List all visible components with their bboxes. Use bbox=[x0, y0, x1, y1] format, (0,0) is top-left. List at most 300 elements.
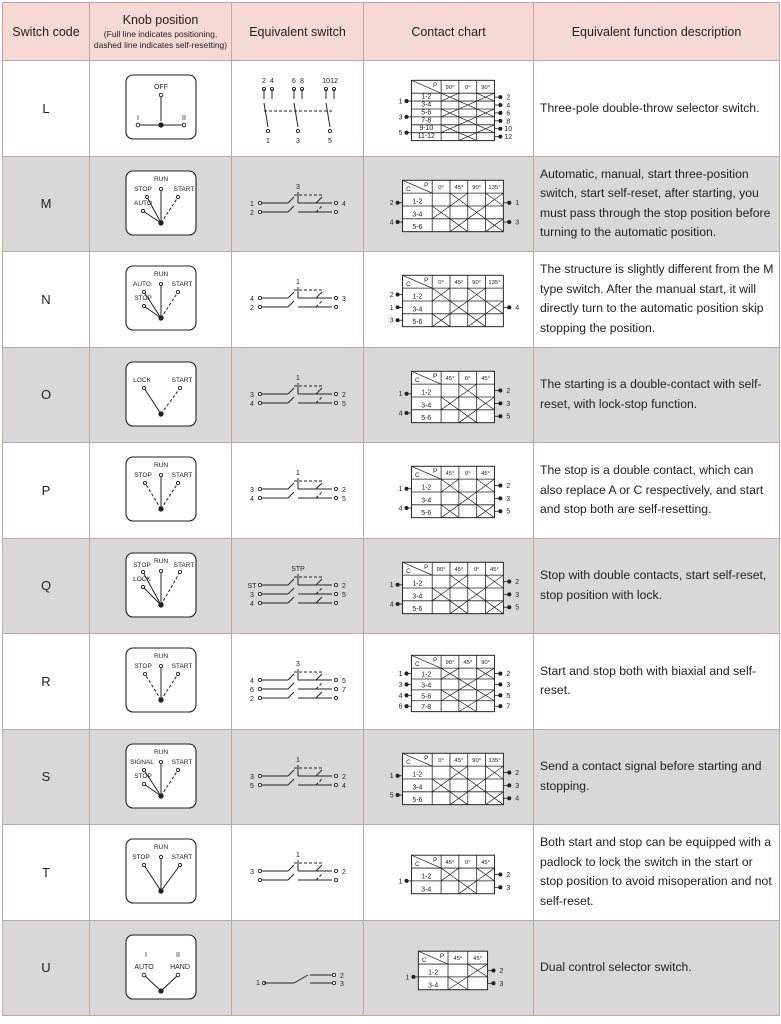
chart-terminal-right: 5 bbox=[505, 693, 510, 701]
chart-terminal-right: 2 bbox=[505, 387, 510, 395]
terminal-label: 1 bbox=[265, 138, 270, 146]
chart-position-label: 0° bbox=[437, 184, 444, 191]
chart-terminal-right: 3 bbox=[514, 219, 519, 227]
chart-terminal-right: 2 bbox=[514, 578, 519, 586]
chart-terminal-right: 5 bbox=[514, 604, 519, 612]
terminal-label: 4 bbox=[249, 296, 254, 304]
chart-contact-label: 3-4 bbox=[420, 497, 431, 505]
knob-label-start: START bbox=[171, 376, 192, 384]
contact-chart bbox=[398, 371, 510, 422]
equivalent-switch-diagram bbox=[250, 470, 346, 503]
function-description: Both start and stop can be equipped with a padlock to lock the switch in the start or stop position to avoid misoperation and not self-reset. bbox=[534, 825, 780, 921]
chart-contact-label: 11-12 bbox=[417, 133, 435, 141]
knob-label-stop: STOP bbox=[133, 772, 152, 780]
header-knob-position bbox=[90, 3, 232, 61]
knob-position-cell bbox=[90, 156, 232, 252]
chart-terminal-left: 1 bbox=[398, 878, 402, 886]
chart-terminal-right: 2 bbox=[505, 671, 510, 679]
chart-terminal-left: 4 bbox=[398, 410, 402, 418]
chart-terminal-right: 2 bbox=[505, 94, 510, 102]
switch-code: P bbox=[3, 443, 90, 539]
chart-terminal-right: 3 bbox=[505, 885, 510, 893]
header-knob-note-1: (Full line indicates positioning, bbox=[103, 28, 218, 39]
chart-terminal-left: 4 bbox=[398, 505, 402, 513]
knob-diagram bbox=[126, 266, 196, 330]
knob-label-lock: LOCK bbox=[132, 376, 151, 384]
chart-corner-label: C bbox=[405, 281, 411, 289]
terminal-label: 7 bbox=[341, 687, 346, 695]
terminal-label: 5 bbox=[341, 496, 346, 504]
chart-terminal-right: 7 bbox=[505, 703, 510, 711]
chart-position-label: 45° bbox=[472, 955, 482, 962]
chart-position-label: 0° bbox=[473, 566, 479, 573]
equivalent-switch-diagram bbox=[250, 279, 346, 312]
chart-corner-label: P bbox=[423, 563, 428, 571]
chart-terminal-right: 3 bbox=[514, 782, 519, 790]
chart-contact-label: 1-2 bbox=[411, 293, 422, 301]
switch-code: O bbox=[3, 347, 90, 443]
chart-position-label: 135° bbox=[487, 184, 501, 191]
chart-position-label: 45° bbox=[489, 566, 499, 573]
chart-terminal-right: 2 bbox=[505, 872, 510, 880]
equivalent-switch-cell bbox=[232, 252, 364, 348]
chart-position-label: 90° bbox=[471, 757, 481, 764]
terminal-label: 3 bbox=[295, 661, 300, 669]
function-description: The structure is slightly different from the M type switch. After the manual start, it will directly turn to the automatic position skip stopping the position. bbox=[534, 252, 780, 348]
table-row bbox=[3, 634, 780, 730]
function-description: The starting is a double-contact with self-reset, with lock-stop function. bbox=[534, 347, 780, 443]
knob-position-cell bbox=[90, 347, 232, 443]
knob-diagram bbox=[126, 75, 196, 139]
knob-label-run: RUN bbox=[153, 557, 168, 565]
knob-position-cell bbox=[90, 61, 232, 157]
contact-chart-cell bbox=[364, 825, 534, 921]
chart-contact-label: 1-2 bbox=[420, 671, 431, 679]
knob-label-auto: AUTO bbox=[133, 963, 154, 971]
equivalent-switch-cell bbox=[232, 634, 364, 730]
knob-label-stop: STOP bbox=[131, 854, 150, 862]
equivalent-switch-diagram bbox=[250, 852, 346, 882]
knob-label-start: START bbox=[171, 854, 192, 862]
chart-contact-label: 5-6 bbox=[411, 223, 422, 231]
knob-diagram bbox=[126, 839, 196, 903]
chart-contact-label: 1-2 bbox=[411, 580, 422, 588]
terminal-label: 4 bbox=[269, 78, 274, 86]
contact-chart-cell bbox=[364, 729, 534, 825]
table-row bbox=[3, 825, 780, 921]
terminal-label: 2 bbox=[341, 869, 346, 877]
knob-position-cell bbox=[90, 443, 232, 539]
knob-diagram bbox=[126, 553, 196, 617]
chart-corner-label: P bbox=[432, 82, 437, 90]
knob-label-i: I bbox=[144, 951, 147, 959]
knob-diagram bbox=[126, 457, 196, 521]
chart-corner-label: C bbox=[405, 758, 411, 766]
chart-position-label: 135° bbox=[487, 757, 501, 764]
terminal-label: 1 bbox=[249, 200, 254, 208]
equivalent-switch-diagram bbox=[250, 757, 346, 790]
chart-terminal-left: 4 bbox=[389, 219, 394, 227]
equivalent-switch-diagram bbox=[256, 973, 344, 988]
contact-chart bbox=[389, 753, 519, 804]
function-description: Start and stop both with biaxial and self-reset. bbox=[534, 634, 780, 730]
equivalent-switch-cell bbox=[232, 347, 364, 443]
terminal-label: 4 bbox=[249, 678, 254, 686]
chart-contact-label: 9-10 bbox=[418, 125, 433, 133]
chart-position-label: 45° bbox=[480, 860, 490, 867]
chart-corner-label: P bbox=[423, 181, 428, 189]
chart-corner-label: C bbox=[414, 861, 420, 869]
terminal-label: 2 bbox=[341, 773, 346, 781]
chart-contact-label: 1-2 bbox=[411, 771, 422, 779]
chart-terminal-left: 3 bbox=[398, 682, 402, 690]
chart-contact-label: 3-4 bbox=[411, 211, 422, 219]
chart-contact-label: 7-8 bbox=[420, 117, 431, 125]
function-description: Dual control selector switch. bbox=[534, 920, 780, 1016]
switch-code: R bbox=[3, 634, 90, 730]
chart-terminal-right: 10 bbox=[503, 126, 512, 134]
chart-position-label: 45° bbox=[445, 860, 454, 867]
chart-terminal-right: 4 bbox=[505, 102, 510, 110]
terminal-label: 2 bbox=[341, 582, 346, 590]
terminal-label: 5 bbox=[327, 138, 332, 146]
knob-label-run: RUN bbox=[153, 462, 168, 470]
table-row bbox=[3, 920, 780, 1016]
chart-contact-label: 5-6 bbox=[420, 510, 431, 518]
chart-terminal-right: 8 bbox=[505, 118, 510, 126]
chart-terminal-left: 1 bbox=[398, 390, 402, 398]
equivalent-switch-diagram bbox=[262, 78, 338, 145]
chart-terminal-left: 5 bbox=[389, 792, 394, 800]
knob-label-ii: II bbox=[181, 115, 186, 123]
terminal-label: 1 bbox=[255, 979, 260, 987]
equivalent-switch-cell bbox=[232, 538, 364, 634]
chart-contact-label: 5-6 bbox=[420, 109, 431, 117]
knob-label-start: START bbox=[171, 663, 192, 671]
knob-label-start: START bbox=[171, 758, 192, 766]
chart-corner-label: P bbox=[432, 657, 437, 665]
chart-terminal-right: 2 bbox=[514, 769, 519, 777]
terminal-label: 3 bbox=[341, 296, 346, 304]
terminal-label: 4 bbox=[249, 400, 254, 408]
knob-diagram bbox=[126, 935, 196, 999]
chart-position-label: 45° bbox=[445, 375, 454, 382]
chart-terminal-right: 3 bbox=[505, 496, 510, 504]
table-row bbox=[3, 252, 780, 348]
contact-chart bbox=[398, 855, 510, 894]
contact-chart-cell bbox=[364, 538, 534, 634]
header-knob-note-2: dashed line indicates self-resetting) bbox=[93, 39, 228, 50]
table-body bbox=[3, 61, 780, 1016]
chart-position-label: 135° bbox=[487, 280, 501, 287]
equivalent-switch-diagram bbox=[250, 184, 346, 217]
chart-terminal-right: 3 bbox=[505, 400, 510, 408]
table-row bbox=[3, 443, 780, 539]
chart-contact-label: 1-2 bbox=[427, 969, 438, 977]
chart-terminal-left: 3 bbox=[389, 317, 394, 325]
chart-corner-label: C bbox=[405, 567, 411, 575]
knob-position-cell bbox=[90, 538, 232, 634]
chart-contact-label: 5-6 bbox=[411, 605, 422, 613]
chart-position-label: 45° bbox=[445, 471, 454, 478]
terminal-label: 2 bbox=[261, 78, 266, 86]
chart-corner-label: P bbox=[432, 857, 437, 865]
terminal-label: 1 bbox=[295, 374, 300, 382]
terminal-label: 8 bbox=[299, 78, 304, 86]
terminal-label: 5 bbox=[341, 400, 346, 408]
chart-terminal-left: 1 bbox=[389, 581, 394, 589]
terminal-label: 2 bbox=[341, 391, 346, 399]
contact-chart bbox=[398, 656, 510, 712]
chart-contact-label: 3-4 bbox=[420, 101, 431, 109]
knob-label-stop: STOP bbox=[132, 561, 151, 569]
knob-label-start: START bbox=[173, 185, 194, 193]
chart-position-label: 45° bbox=[453, 280, 463, 287]
equivalent-switch-cell bbox=[232, 825, 364, 921]
chart-position-label: 0° bbox=[437, 757, 444, 764]
knob-position-cell bbox=[90, 634, 232, 730]
terminal-label: 2 bbox=[249, 209, 254, 217]
chart-terminal-right: 3 bbox=[505, 682, 510, 690]
knob-label-auto: AUTO bbox=[133, 199, 152, 207]
equivalent-switch-cell bbox=[232, 729, 364, 825]
terminal-label: 4 bbox=[249, 600, 254, 608]
chart-terminal-left: 4 bbox=[389, 601, 394, 609]
chart-terminal-left: 1 bbox=[398, 671, 402, 679]
chart-corner-label: C bbox=[414, 661, 420, 669]
switch-code: U bbox=[3, 920, 90, 1016]
terminal-label: 5 bbox=[341, 678, 346, 686]
chart-terminal-left: 1 bbox=[398, 486, 402, 494]
chart-corner-label: P bbox=[432, 372, 437, 380]
terminal-label: 3 bbox=[249, 487, 254, 495]
contact-chart bbox=[398, 467, 510, 518]
chart-position-label: 0° bbox=[464, 375, 471, 382]
chart-corner-label: C bbox=[414, 376, 420, 384]
chart-position-label: 90° bbox=[445, 85, 454, 92]
chart-contact-label: 3-4 bbox=[411, 784, 422, 792]
knob-label-run: RUN bbox=[153, 748, 168, 756]
knob-label-ii: II bbox=[175, 951, 180, 959]
equivalent-switch-diagram bbox=[250, 375, 346, 408]
function-description: Stop with double contacts, start self-reset, stop position with lock. bbox=[534, 538, 780, 634]
chart-position-label: 0° bbox=[464, 85, 471, 92]
equivalent-switch-diagram bbox=[247, 566, 346, 608]
chart-terminal-left: 1 bbox=[389, 305, 394, 313]
chart-corner-label: C bbox=[421, 956, 427, 964]
contact-chart-cell bbox=[364, 61, 534, 157]
contact-chart bbox=[405, 951, 503, 990]
header-contact-chart: Contact chart bbox=[364, 3, 534, 61]
knob-label-run: RUN bbox=[153, 653, 168, 661]
table-row bbox=[3, 61, 780, 157]
function-description: The stop is a double contact, which can also replace A or C respectively, and start and stop both are self-resetting. bbox=[534, 443, 780, 539]
knob-position-cell bbox=[90, 252, 232, 348]
terminal-label: 3 bbox=[249, 773, 254, 781]
chart-corner-label: C bbox=[414, 472, 420, 480]
knob-label-run: RUN bbox=[153, 271, 168, 279]
terminal-label: 1 bbox=[295, 470, 300, 478]
table-row bbox=[3, 156, 780, 252]
chart-terminal-right: 4 bbox=[514, 305, 519, 313]
knob-diagram bbox=[126, 744, 196, 808]
chart-terminal-left: 6 bbox=[398, 703, 402, 711]
chart-position-label: 0° bbox=[464, 471, 471, 478]
chart-contact-label: 1-2 bbox=[420, 484, 431, 492]
contact-chart bbox=[389, 180, 519, 231]
chart-contact-label: 5-6 bbox=[411, 796, 422, 804]
knob-label-stop: STOP bbox=[133, 295, 152, 303]
switch-code: L bbox=[3, 61, 90, 157]
contact-chart bbox=[389, 276, 519, 327]
header-function-description: Equivalent function description bbox=[534, 3, 780, 61]
terminal-label: 1 bbox=[295, 756, 300, 764]
chart-contact-label: 3-4 bbox=[411, 306, 422, 314]
chart-terminal-right: 3 bbox=[514, 591, 519, 599]
knob-position-cell bbox=[90, 825, 232, 921]
chart-position-label: 90° bbox=[471, 280, 481, 287]
terminal-label: 3 bbox=[295, 138, 300, 146]
terminal-label: 1 bbox=[295, 852, 300, 860]
terminal-label: 1 bbox=[295, 279, 300, 287]
chart-position-label: 45° bbox=[462, 660, 472, 667]
chart-position-label: 90° bbox=[480, 660, 490, 667]
contact-chart bbox=[389, 562, 519, 613]
chart-terminal-left: 3 bbox=[398, 114, 402, 122]
knob-position-cell bbox=[90, 920, 232, 1016]
chart-terminal-right: 5 bbox=[505, 413, 510, 421]
contact-chart-cell bbox=[364, 920, 534, 1016]
chart-terminal-right: 2 bbox=[505, 483, 510, 491]
knob-label-run: RUN bbox=[153, 844, 168, 852]
header-row bbox=[3, 3, 780, 61]
chart-terminal-right: 12 bbox=[503, 134, 512, 142]
chart-corner-label: C bbox=[405, 185, 411, 193]
chart-position-label: 90° bbox=[480, 85, 490, 92]
chart-position-label: 90° bbox=[436, 566, 446, 573]
terminal-label: 12 bbox=[329, 78, 338, 86]
switch-code: T bbox=[3, 825, 90, 921]
chart-position-label: 45° bbox=[453, 566, 463, 573]
knob-label-off: OFF bbox=[153, 84, 168, 92]
chart-position-label: 0° bbox=[437, 280, 444, 287]
function-description: Three-pole double-throw selector switch. bbox=[534, 61, 780, 157]
switch-code: S bbox=[3, 729, 90, 825]
chart-terminal-left: 4 bbox=[398, 693, 402, 701]
chart-terminal-right: 3 bbox=[498, 980, 503, 988]
chart-contact-label: 1-2 bbox=[420, 873, 431, 881]
terminal-label: 2 bbox=[249, 696, 254, 704]
switch-code: N bbox=[3, 252, 90, 348]
knob-position-cell bbox=[90, 729, 232, 825]
chart-position-label: 45° bbox=[452, 955, 462, 962]
chart-contact-label: 1-2 bbox=[420, 389, 431, 397]
header-knob-title: Knob position bbox=[122, 12, 199, 27]
switch-code: M bbox=[3, 156, 90, 252]
chart-contact-label: 5-6 bbox=[420, 693, 431, 701]
chart-corner-label: P bbox=[423, 754, 428, 762]
knob-label-lock: LOCK bbox=[132, 575, 151, 583]
terminal-label: 10 bbox=[321, 78, 330, 86]
knob-label-start: START bbox=[173, 561, 194, 569]
terminal-label: 3 bbox=[249, 869, 254, 877]
chart-terminal-right: 5 bbox=[505, 508, 510, 516]
chart-corner-label: P bbox=[432, 468, 437, 476]
chart-terminal-right: 2 bbox=[498, 967, 503, 975]
contact-chart-cell bbox=[364, 156, 534, 252]
chart-terminal-left: 1 bbox=[389, 772, 394, 780]
knob-label-stop: STOP bbox=[133, 472, 152, 480]
table-row bbox=[3, 538, 780, 634]
knob-diagram bbox=[126, 362, 196, 426]
function-description: Send a contact signal before starting and stopping. bbox=[534, 729, 780, 825]
knob-label-run: RUN bbox=[153, 175, 168, 183]
chart-position-label: 45° bbox=[480, 375, 490, 382]
contact-chart-cell bbox=[364, 634, 534, 730]
chart-contact-label: 5-6 bbox=[411, 319, 422, 327]
knob-label-hand: HAND bbox=[169, 963, 190, 971]
contact-chart-cell bbox=[364, 347, 534, 443]
chart-position-label: 90° bbox=[471, 184, 481, 191]
chart-contact-label: 1-2 bbox=[420, 93, 431, 101]
header-equivalent-switch: Equivalent switch bbox=[232, 3, 364, 61]
chart-position-label: 45° bbox=[480, 471, 490, 478]
terminal-label: 6 bbox=[291, 78, 296, 86]
chart-terminal-left: 5 bbox=[398, 130, 402, 138]
header-switch-code: Switch code bbox=[3, 3, 90, 61]
chart-terminal-right: 1 bbox=[514, 199, 519, 207]
knob-label-auto: AUTO bbox=[132, 281, 151, 289]
equivalent-switch-cell bbox=[232, 920, 364, 1016]
switch-code: Q bbox=[3, 538, 90, 634]
chart-contact-label: 3-4 bbox=[427, 982, 438, 990]
chart-terminal-left: 2 bbox=[389, 199, 394, 207]
chart-contact-label: 3-4 bbox=[420, 886, 431, 894]
table-row bbox=[3, 729, 780, 825]
contact-chart-cell bbox=[364, 443, 534, 539]
chart-contact-label: 3-4 bbox=[420, 402, 431, 410]
contact-chart-cell bbox=[364, 252, 534, 348]
terminal-label: STP bbox=[290, 565, 305, 573]
knob-diagram bbox=[126, 648, 196, 712]
terminal-label: 2 bbox=[339, 972, 344, 980]
terminal-label: 4 bbox=[341, 200, 346, 208]
contact-chart bbox=[398, 81, 512, 142]
terminal-label: 3 bbox=[249, 391, 254, 399]
terminal-label: 6 bbox=[249, 687, 254, 695]
knob-label-i: I bbox=[136, 115, 139, 123]
terminal-label: 4 bbox=[249, 496, 254, 504]
chart-position-label: 0° bbox=[464, 860, 471, 867]
equivalent-switch-cell bbox=[232, 156, 364, 252]
terminal-label: ST bbox=[247, 582, 256, 590]
knob-label-signal: SIGNAL bbox=[129, 758, 154, 766]
chart-contact-label: 3-4 bbox=[411, 593, 422, 601]
chart-position-label: 90° bbox=[445, 660, 454, 667]
chart-corner-label: P bbox=[439, 952, 444, 960]
chart-contact-label: 1-2 bbox=[411, 198, 422, 206]
knob-label-stop: STOP bbox=[133, 185, 152, 193]
equivalent-switch-diagram bbox=[250, 661, 346, 703]
knob-label-start: START bbox=[171, 472, 192, 480]
terminal-label: 4 bbox=[341, 782, 346, 790]
table-row bbox=[3, 347, 780, 443]
terminal-label: 3 bbox=[249, 591, 254, 599]
chart-terminal-right: 6 bbox=[505, 110, 510, 118]
knob-label-stop: STOP bbox=[133, 663, 152, 671]
terminal-label: 2 bbox=[341, 487, 346, 495]
switch-spec-table bbox=[2, 2, 780, 1016]
